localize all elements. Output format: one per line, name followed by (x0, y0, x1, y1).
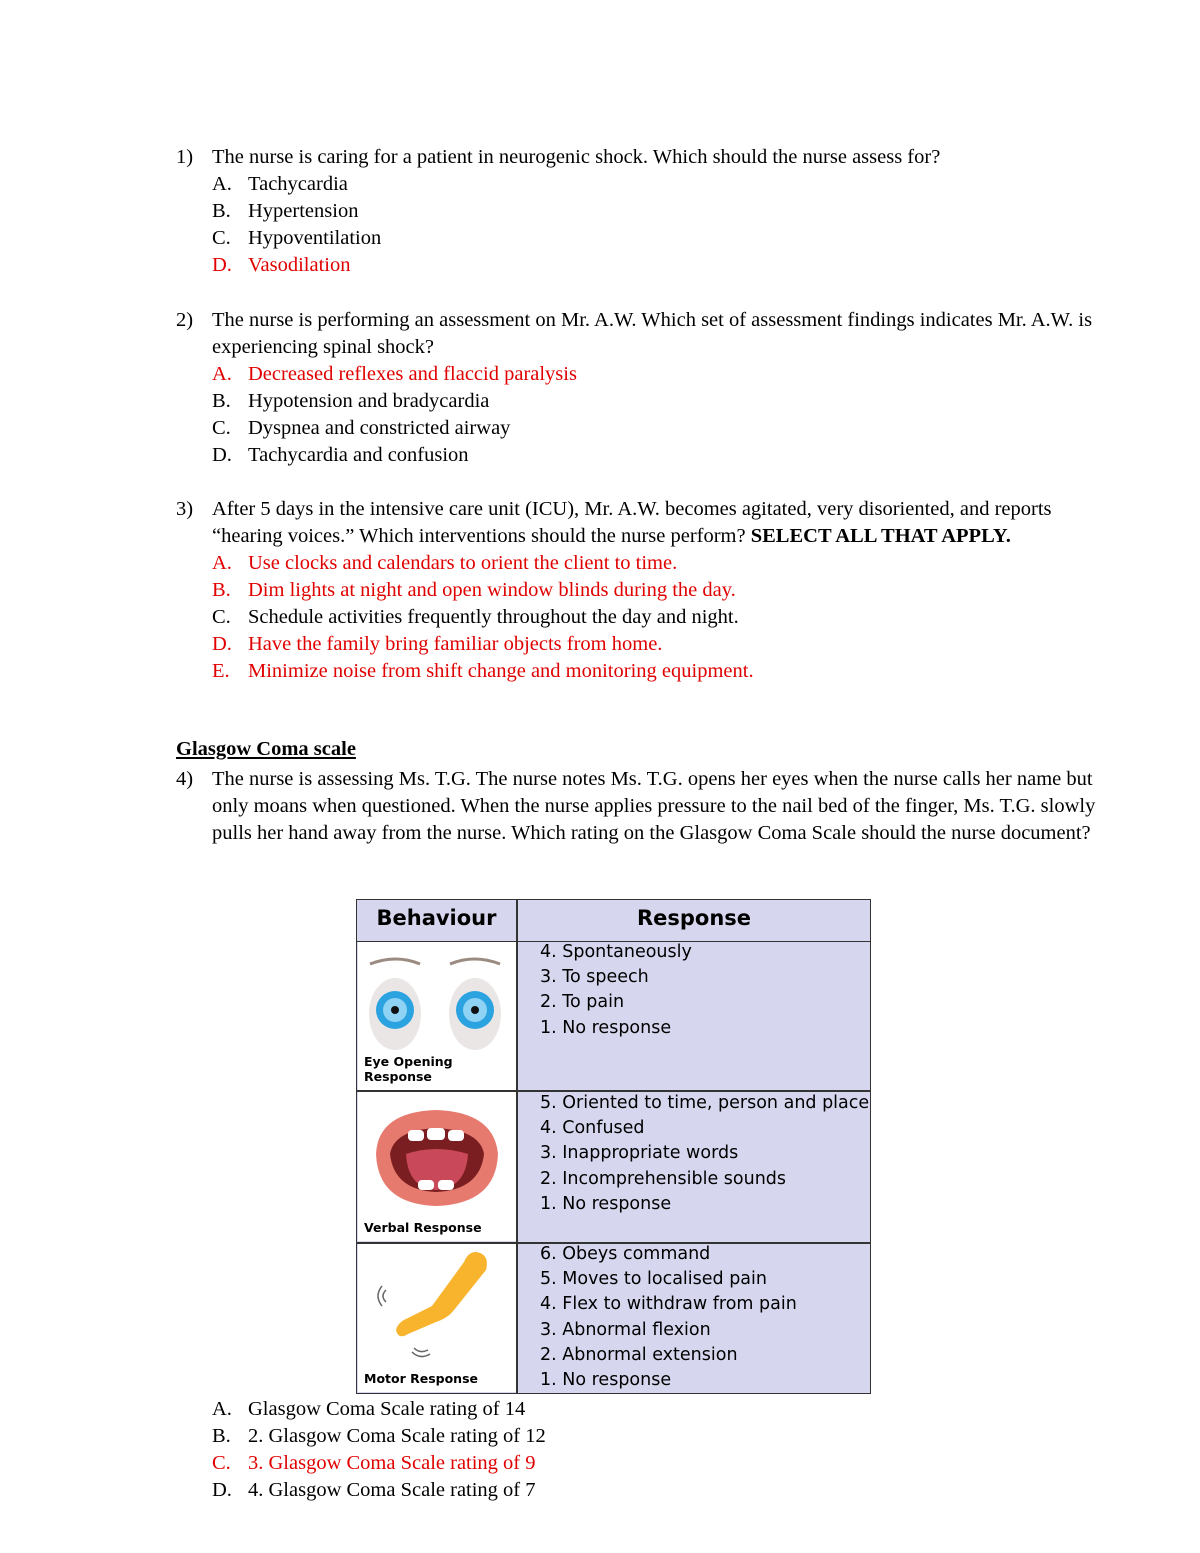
option-d: D. Tachycardia and confusion (212, 444, 469, 466)
list-item: 2. Incomprehensible sounds (540, 1168, 787, 1189)
option-b: B. 2. Glasgow Coma Scale rating of 12 (212, 1425, 546, 1447)
select-all-instruction: SELECT ALL THAT APPLY. (750, 525, 1011, 547)
list-item: 5. Oriented to time, person and place (540, 1093, 870, 1113)
motor-responses (540, 1242, 797, 1393)
option-c: C. Dyspnea and constricted airway (212, 417, 511, 439)
option-b: B. Hypertension (212, 200, 359, 222)
list-item: 1. No response (540, 1193, 672, 1214)
arm-icon (358, 1244, 516, 1369)
option-a: A. Glasgow Coma Scale rating of 14 (212, 1398, 526, 1420)
list-item: 3. To speech (540, 967, 649, 988)
option-e-correct: E. Minimize noise from shift change and monitoring equipment. (212, 660, 754, 682)
option-a: A. Tachycardia (212, 173, 348, 195)
list-item: 4. Confused (540, 1118, 645, 1139)
table-header-row (357, 900, 870, 942)
question-4-options (176, 1396, 1096, 1504)
option-d-correct: D. Vasodilation (212, 254, 351, 276)
question-number: 4) (176, 768, 194, 790)
motor-response-image (358, 1244, 516, 1392)
eye-caption: Eye Opening Response (364, 1054, 453, 1084)
list-item: 3. Inappropriate words (540, 1143, 739, 1164)
list-item: 6. Obeys command (540, 1244, 711, 1264)
option-c-correct: C. 3. Glasgow Coma Scale rating of 9 (212, 1452, 536, 1474)
question-stem: After 5 days in the intensive care unit (ICU), Mr. A.W. becomes agitated, very disoriented, and reports “hearing voices.” Which interventions should the nurse perform? SELECT ALL THAT APPLY. (212, 498, 1052, 547)
option-b: B. Hypotension and bradycardia (212, 390, 490, 412)
question-stem: The nurse is caring for a patient in neurogenic shock. Which should the nurse assess for? (212, 146, 941, 168)
option-c: C. Hypoventilation (212, 227, 382, 249)
question-stem: The nurse is assessing Ms. T.G. The nurse notes Ms. T.G. opens her eyes when the nurse calls her name but only moans when questioned. When the nurse applies pressure to the nail bed of the finger, Ms. T.G. slowly pulls her hand away from the nurse. Which rating on the Glasgow Coma Scale should the nurse document? (212, 768, 1096, 844)
question-3 (176, 496, 1096, 685)
list-item: 1. No response (540, 1017, 672, 1038)
section-heading: Glasgow Coma scale (176, 738, 356, 760)
option-a-correct: A. Decreased reflexes and flaccid paralysis (212, 363, 577, 385)
list-item: 2. To pain (540, 992, 625, 1013)
question-4 (176, 766, 1096, 847)
glasgow-coma-scale-table (356, 899, 871, 1394)
header-behaviour: Behaviour (376, 906, 497, 930)
list-item: 4. Flex to withdraw from pain (540, 1294, 797, 1315)
question-number: 3) (176, 498, 194, 520)
eye-response-image (358, 942, 516, 1090)
verbal-caption: Verbal Response (364, 1220, 482, 1235)
list-item: 3. Abnormal flexion (540, 1319, 711, 1340)
eyes-icon (358, 942, 516, 1072)
list-item: 2. Abnormal extension (540, 1344, 738, 1365)
option-c: C. Schedule activities frequently throughout the day and night. (212, 606, 739, 628)
question-1 (176, 144, 1096, 279)
header-response: Response (636, 906, 752, 930)
list-item: 4. Spontaneously (540, 942, 692, 962)
list-item: 5. Moves to localised pain (540, 1269, 767, 1290)
option-a-correct: A. Use clocks and calendars to orient the client to time. (212, 552, 678, 574)
list-item: 1. No response (540, 1370, 672, 1391)
question-stem: The nurse is performing an assessment on Mr. A.W. Which set of assessment findings indicates Mr. A.W. is experiencing spinal shock? (212, 309, 1093, 358)
question-number: 1) (176, 146, 194, 168)
verbal-response-image (358, 1092, 516, 1241)
question-2 (176, 307, 1096, 469)
option-b-correct: B. Dim lights at night and open window blinds during the day. (212, 579, 736, 601)
verbal-responses (540, 1091, 869, 1217)
eye-responses (540, 940, 692, 1041)
mouth-icon (358, 1092, 516, 1217)
motor-caption: Motor Response (364, 1371, 479, 1386)
question-number: 2) (176, 309, 194, 331)
option-d-correct: D. Have the family bring familiar objects from home. (212, 633, 663, 655)
option-d: D. 4. Glasgow Coma Scale rating of 7 (212, 1479, 536, 1501)
